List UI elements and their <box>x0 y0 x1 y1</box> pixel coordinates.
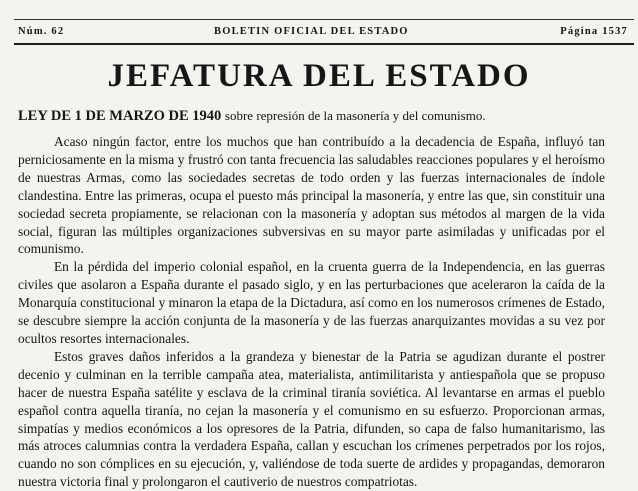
header-rule <box>14 43 634 45</box>
running-header <box>18 26 628 40</box>
law-title-date: LEY DE 1 DE MARZO DE 1940 <box>18 108 222 124</box>
law-title <box>18 107 618 125</box>
paragraph: Acaso ningún factor, entre los muchos que han contribuído a la decadencia de España, influyó tan perniciosamente en la misma y frustró con tanta frecuencia las saludables reacciones populares y el heroísmo de nuestras Armas, como las sociedades secretas de todo orden y las fuerzas internacionales de índole clandestina. Entre las primeras, ocupa el puesto más principal la masonería, y entre las que, sin constituir una sociedad secreta propiamente, se relacionan con la masonería y adoptan sus métodos al margen de la vida social, figuran las múltiples organizaciones subversivas en su mayor parte asimiladas y unificadas por el comunismo. <box>18 134 605 257</box>
issue-number: Núm. 62 <box>18 26 65 37</box>
paragraph: Estos graves daños inferidos a la grandeza y bienestar de la Patria se agudizan durante el postrer decenio y culminan en la terrible campaña atea, materialista, antimilitarista y antiespañola que se propuso hacer de nuestra España satélite y esclava de la criminal tiranía soviética. Al levantarse en armas el pueblo español contra aquella tiranía, no cejan la masonería y el comunismo en su esfuerzo. Proporcionan armas, simpatías y medios económicos a los opresores de la Patria, difunden, so capa de falso humanitarismo, las más atroces calumnias contra la verdadera España, callan y escuchan los crímenes perpetrados por los rojos, cuando no son cómplices en su ejecución, y, valiéndose de toda suerte de ardides y propagandas, demoraron nuestra victoria final y prolongaron el cautiverio de nuestros compatriotas. <box>18 348 605 490</box>
paragraph: En la pérdida del imperio colonial español, en la cruenta guerra de la Independencia, en las guerras civiles que asolaron a España durante el pasado siglo, y en las perturbaciones que aceleraron la caída de la Monarquía constitucional y minaron la etapa de la Dictadura, así como en los numerosos crímenes de Estado, se descubre siempre la acción conjunta de la masonería y de las fuerzas anarquizantes movidas a su vez por ocultos resortes internacionales. <box>18 259 605 346</box>
page-number: Página 1537 <box>560 26 628 37</box>
law-body <box>18 133 605 491</box>
top-rule <box>14 19 634 20</box>
law-title-subject: sobre represión de la masonería y del comunismo. <box>224 108 486 123</box>
section-title: JEFATURA DEL ESTADO <box>107 58 531 94</box>
publication-name: BOLETIN OFICIAL DEL ESTADO <box>214 26 409 37</box>
